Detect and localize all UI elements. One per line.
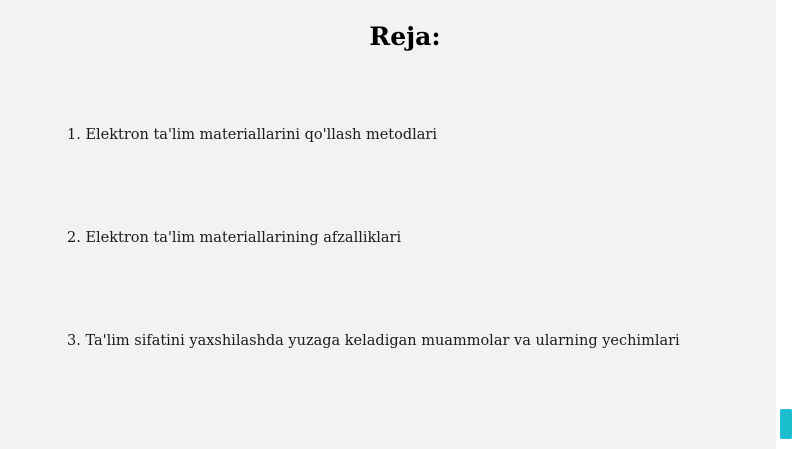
plan-item-1: 1. Elektron ta'lim materiallarini qo'llash metodlari <box>67 127 437 143</box>
slide-title: Reja: <box>369 22 441 51</box>
scrollbar-thumb[interactable] <box>780 409 792 439</box>
plan-item-3: 3. Ta'lim sifatini yaxshilashda yuzaga keladigan muammolar va ularning yechimlari <box>67 333 680 349</box>
scrollbar-track[interactable] <box>776 0 800 449</box>
plan-item-2: 2. Elektron ta'lim materiallarining afzalliklari <box>67 230 402 246</box>
